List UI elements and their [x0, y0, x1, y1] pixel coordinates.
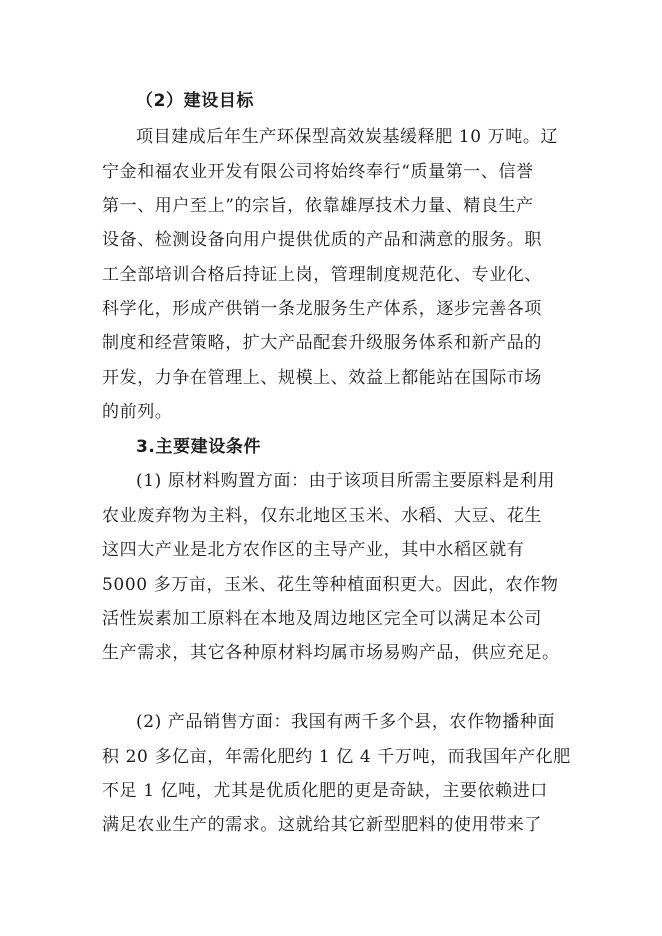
- paragraph-line: 满足农业生产的需求。这就给其它新型肥料的使用带来了: [102, 815, 542, 835]
- paragraph-line: 宁金和福农业开发有限公司将始终奉行“质量第一、信誉: [102, 162, 534, 182]
- paragraph-line: 农业废弃物为主料，仅东北地区玉米、水稻、大豆、花生: [102, 506, 542, 526]
- paragraph-line: (1) 原材料购置方面：由于该项目所需主要原料是利用: [136, 471, 556, 491]
- paragraph-line: 第一、用户至上”的宗旨，依靠雄厚技术力量、精良生产: [102, 196, 534, 216]
- paragraph-line: 这四大产业是北方农作区的主导产业，其中水稻区就有: [102, 540, 525, 560]
- paragraph-line: 开发，力争在管理上、规模上、效益上都能站在国际市场: [102, 368, 542, 388]
- paragraph-line: 的前列。: [102, 402, 173, 422]
- paragraph-line: 工全部培训合格后持证上岗，管理制度规范化、专业化、: [102, 265, 542, 285]
- paragraph-line: 制度和经营策略，扩大产品配套升级服务体系和新产品的: [102, 333, 542, 353]
- paragraph-line: 5000 多万亩，玉米、花生等种植面积更大。因此，农作物: [102, 575, 559, 595]
- paragraph-line: 设备、检测设备向用户提供优质的产品和满意的服务。职: [102, 230, 542, 250]
- paragraph-line: 生产需求，其它各种原材料均属市场易购产品，供应充足。: [102, 643, 560, 663]
- paragraph-line: (2) 产品销售方面：我国有两千多个县，农作物播种面: [136, 712, 556, 732]
- paragraph-line: 活性炭素加工原料在本地及周边地区完全可以满足本公司: [102, 609, 542, 629]
- paragraph-line: 积 20 多亿亩，年需化肥约 1 亿 4 千万吨，而我国年产化肥: [102, 747, 571, 767]
- paragraph-line: 不足 1 亿吨，尤其是优质化肥的更是奇缺，主要依赖进口: [102, 781, 548, 801]
- paragraph-line: 科学化，形成产供销一条龙服务生产体系，逐步完善各项: [102, 299, 542, 319]
- section-heading-construction-goals: （2）建设目标: [136, 91, 255, 111]
- paragraph-line: 项目建成后年生产环保型高效炭基缓释肥 10 万吨。辽: [136, 127, 559, 147]
- section-heading-main-conditions: 3.主要建设条件: [136, 437, 262, 457]
